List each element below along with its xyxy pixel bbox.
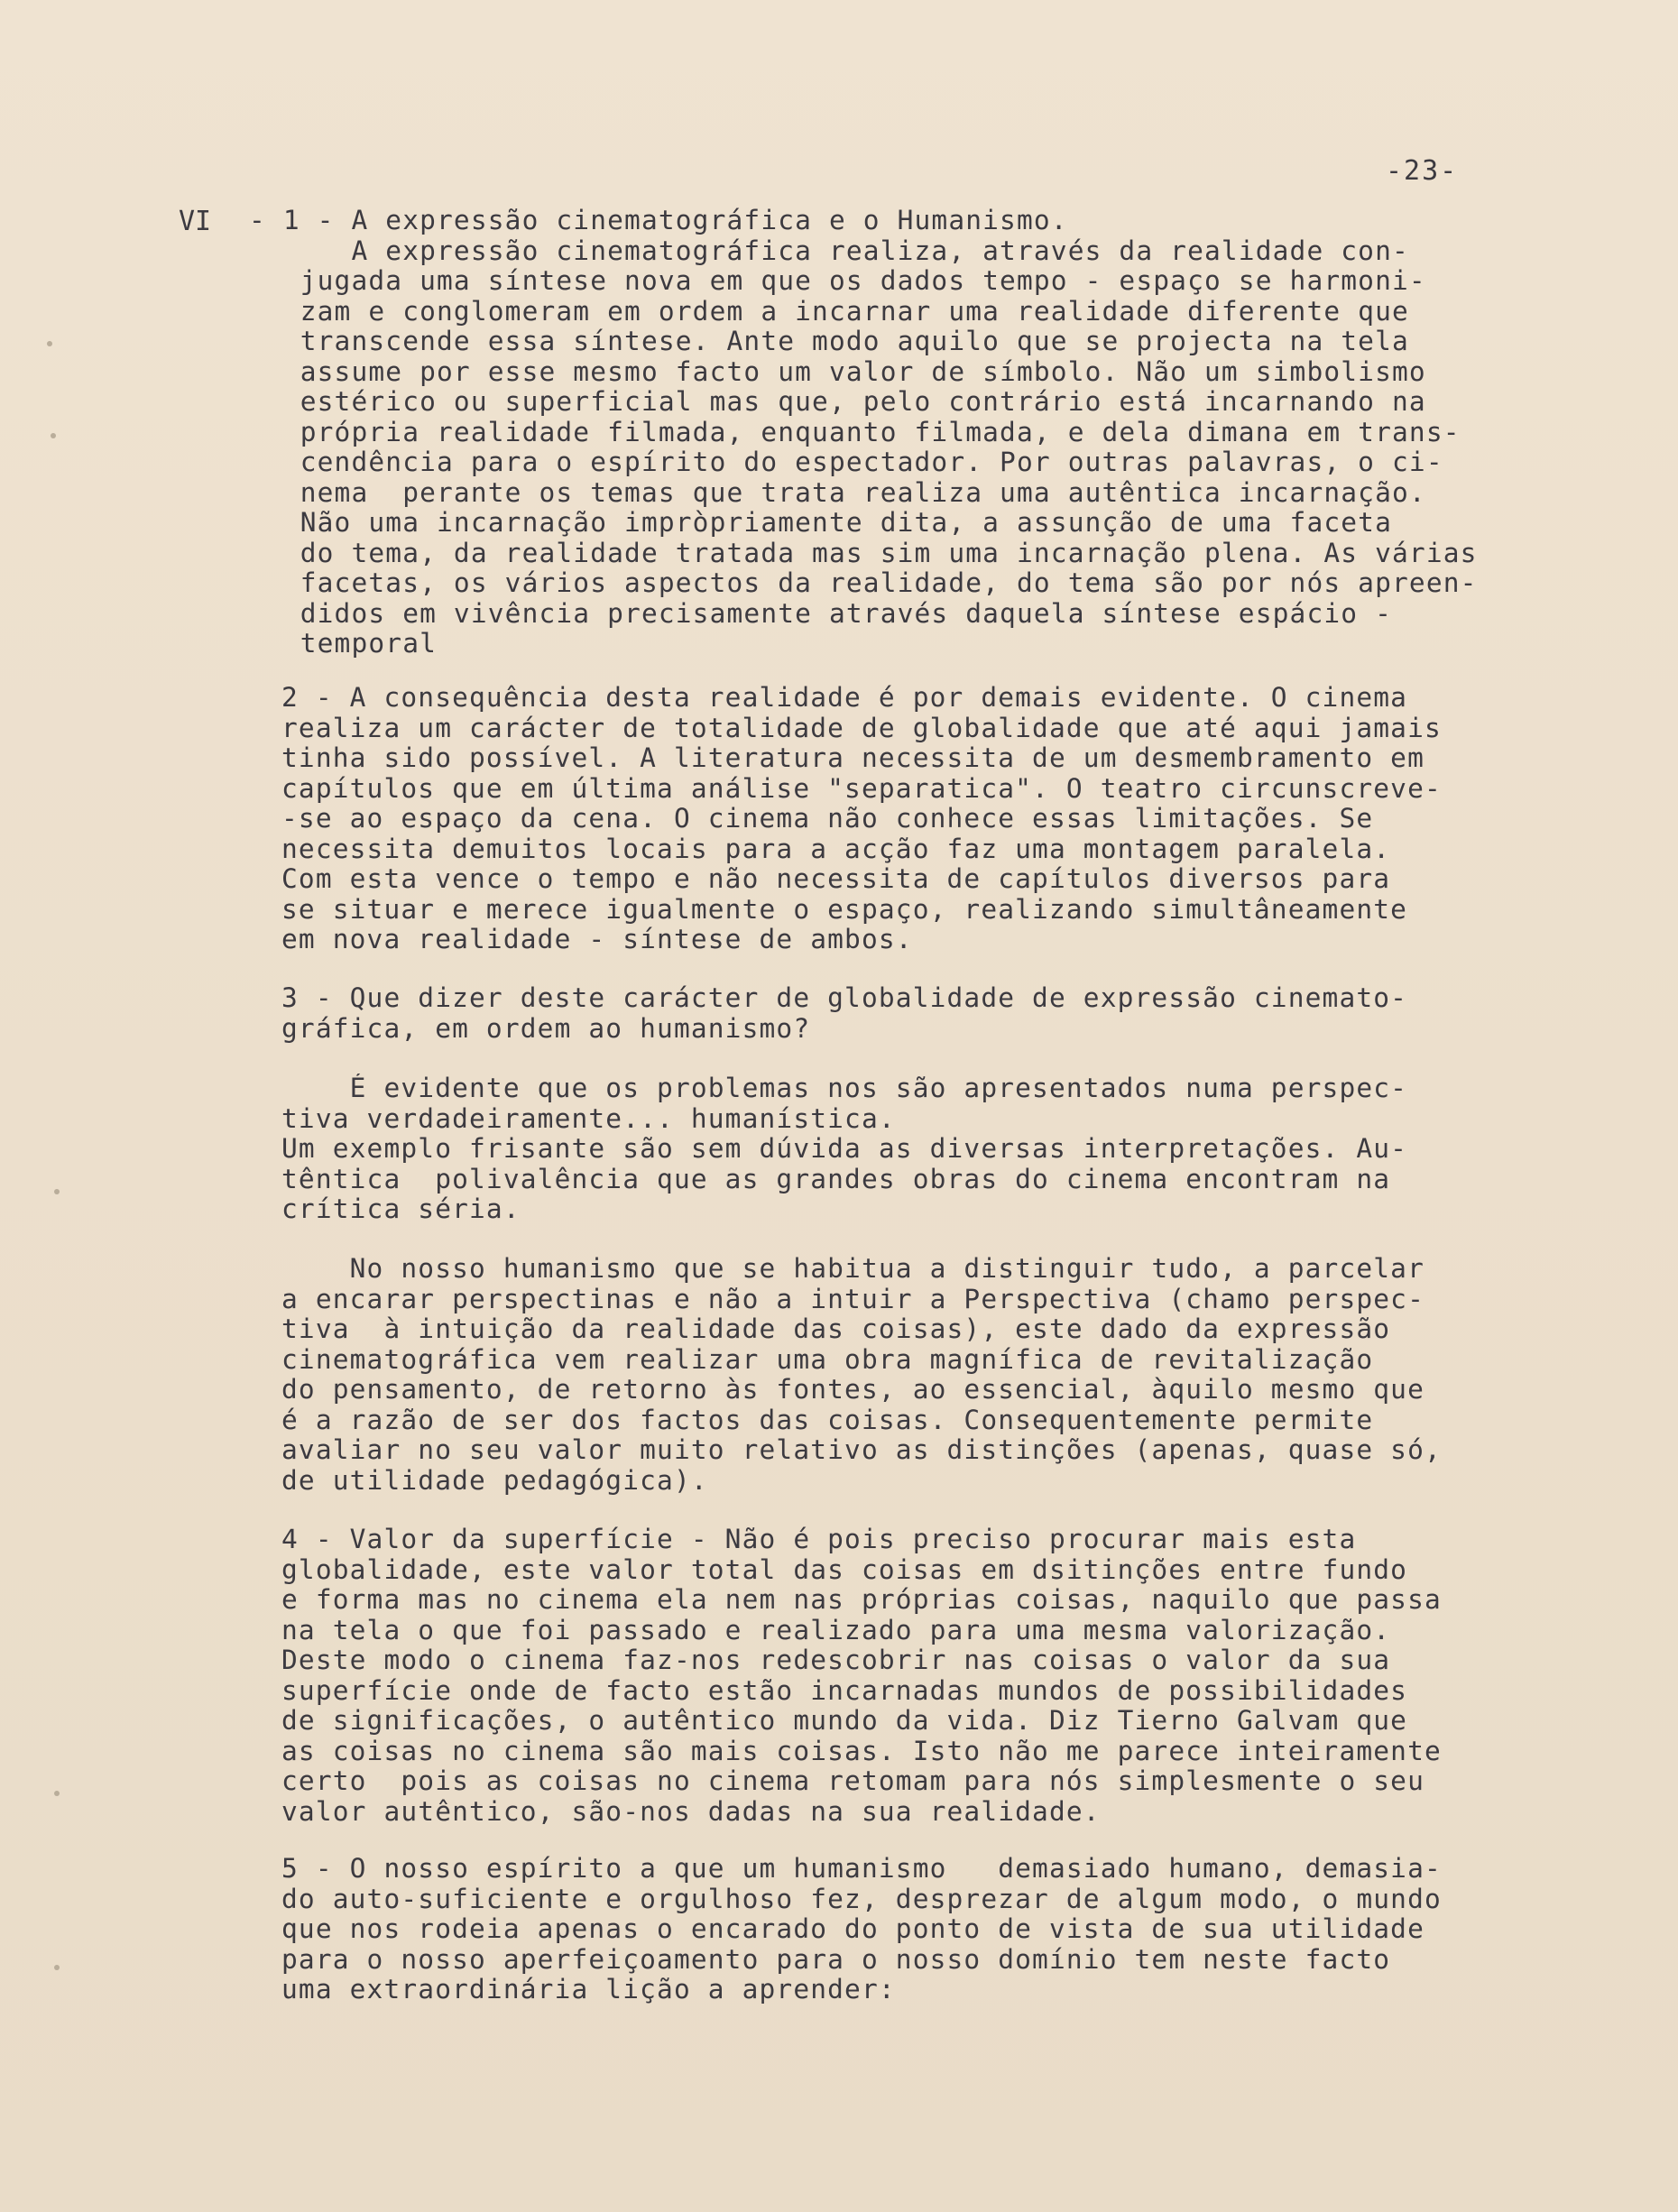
text-line: 4 - Valor da superfície - Não é pois preciso procurar mais esta [281, 1525, 1357, 1554]
text-line: 2 - A consequência desta realidade é por demais evidente. O cinema [281, 683, 1408, 713]
text-line: se situar e merece igualmente o espaço, realizando simultâneamente [281, 894, 1408, 925]
text-line: estérico ou superficial mas que, pelo contrário está incarnando na [249, 387, 1426, 417]
text-line: e forma mas no cinema ela nem nas próprias coisas, naquilo que passa [281, 1585, 1442, 1615]
text-line: realiza um carácter de totalidade de globalidade que até aqui jamais [281, 713, 1442, 743]
text-line: uma extraordinária lição a aprender: [281, 1975, 896, 2005]
text-line: No nosso humanismo que se habitua a distinguir tudo, a parcelar [281, 1254, 1425, 1284]
paragraph-3 [281, 983, 1544, 1044]
text-line: tiva à intuição da realidade das coisas), este dado da expressão [281, 1314, 1391, 1344]
text-line: 5 - O nosso espírito a que um humanismo demasiado humano, demasia- [281, 1854, 1442, 1884]
text-line: na tela o que foi passado e realizado para uma mesma valorização. [281, 1615, 1391, 1645]
text-line: É evidente que os problemas nos são apresentados numa perspec- [281, 1074, 1408, 1103]
text-line: de significações, o autêntico mundo da vida. Diz Tierno Galvam que [281, 1706, 1408, 1736]
text-line: a encarar perspectinas e não a intuir a Perspectiva (chamo perspec- [281, 1284, 1425, 1314]
text-line: cinematográfica vem realizar uma obra magnífica de revitalização [281, 1344, 1374, 1375]
text-line: globalidade, este valor total das coisas em dsitinções entre fundo [281, 1554, 1408, 1585]
text-line: de utilidade pedagógica). [281, 1465, 708, 1496]
text-line: tiva verdadeiramente... humanística. [281, 1103, 896, 1134]
paper-mark [54, 1791, 60, 1796]
paragraph-1 [249, 206, 1512, 659]
text-line: gráfica, em ordem ao humanismo? [281, 1013, 811, 1044]
text-line: jugada uma síntese nova em que os dados tempo - espaço se harmoni- [249, 266, 1426, 296]
paragraph-7 [281, 1854, 1544, 2005]
text-line: Um exemplo frisante são sem dúvida as diversas interpretações. Au- [281, 1134, 1408, 1164]
text-line: crítica séria. [281, 1194, 521, 1224]
text-line: zam e conglomeram em ordem a incarnar uma realidade diferente que [249, 296, 1409, 327]
text-line: do auto-suficiente e orgulhoso fez, desprezar de algum modo, o mundo [281, 1884, 1442, 1914]
text-line: -se ao espaço da cena. O cinema não conhece essas limitações. Se [281, 804, 1374, 834]
text-line: Deste modo o cinema faz-nos redescobrir nas coisas o valor da sua [281, 1645, 1391, 1675]
text-line: facetas, os vários aspectos da realidade, do tema são por nós apreen- [249, 568, 1478, 598]
text-line: do pensamento, de retorno às fontes, ao essencial, àquilo mesmo que [281, 1375, 1425, 1405]
text-line: têntica polivalência que as grandes obras do cinema encontram na [281, 1164, 1391, 1194]
text-line: para o nosso aperfeiçoamento para o nosso domínio tem neste facto [281, 1944, 1391, 1975]
paragraph-4 [281, 1074, 1544, 1225]
text-line: valor autêntico, são-nos dadas na sua realidade. [281, 1796, 1101, 1827]
paragraph-2 [281, 683, 1544, 955]
text-line: necessita demuitos locais para a acção faz uma montagem paralela. [281, 834, 1391, 864]
text-line: assume por esse mesmo facto um valor de símbolo. Não um simbolismo [249, 356, 1426, 387]
text-line: superfície onde de facto estão incarnadas mundos de possibilidades [281, 1675, 1408, 1706]
section-number: VI [179, 206, 212, 237]
text-line: que nos rodeia apenas o encarado do ponto de vista de sua utilidade [281, 1914, 1425, 1944]
text-line: A expressão cinematográfica realiza, através da realidade con- [249, 235, 1409, 266]
text-line: do tema, da realidade tratada mas sim uma incarnação plena. As várias [249, 538, 1478, 568]
text-line: Com esta vence o tempo e não necessita de capítulos diversos para [281, 864, 1391, 894]
text-line: certo pois as coisas no cinema retomam para nós simplesmente o seu [281, 1766, 1425, 1796]
text-line: tinha sido possível. A literatura necessita de um desmembramento em [281, 743, 1425, 773]
text-line: em nova realidade - síntese de ambos. [281, 925, 913, 954]
text-line: - 1 - A expressão cinematográfica e o Humanismo. [249, 206, 1068, 235]
text-line: é a razão de ser dos factos das coisas. Consequentemente permite [281, 1405, 1374, 1435]
paragraph-6 [281, 1525, 1544, 1827]
paragraph-5 [281, 1254, 1544, 1496]
text-line: nema perante os temas que trata realiza uma autêntica incarnação. [249, 477, 1426, 508]
text-line: própria realidade filmada, enquanto filmada, e dela dimana em trans- [249, 417, 1461, 447]
text-line: didos em vivência precisamente através daquela síntese espácio - [249, 598, 1393, 629]
text-line: transcende essa síntese. Ante modo aquilo que se projecta na tela [249, 327, 1409, 356]
text-line: capítulos que em última análise "separatica". O teatro circunscreve- [281, 773, 1442, 804]
text-line: Não uma incarnação impròpriamente dita, a assunção de uma faceta [249, 508, 1393, 538]
page-number: -23- [1386, 155, 1459, 187]
text-line: temporal [249, 629, 438, 659]
paper-mark [54, 1189, 60, 1194]
text-line: 3 - Que dizer deste carácter de globalidade de expressão cinemato- [281, 983, 1408, 1013]
paper-mark [51, 433, 56, 438]
paper-mark [47, 341, 52, 346]
text-line: as coisas no cinema são mais coisas. Isto não me parece inteiramente [281, 1736, 1442, 1766]
text-line: cendência para o espírito do espectador. Por outras palavras, o ci- [249, 447, 1443, 477]
paper-mark [54, 1965, 60, 1970]
text-line: avaliar no seu valor muito relativo as distinções (apenas, quase só, [281, 1435, 1442, 1465]
